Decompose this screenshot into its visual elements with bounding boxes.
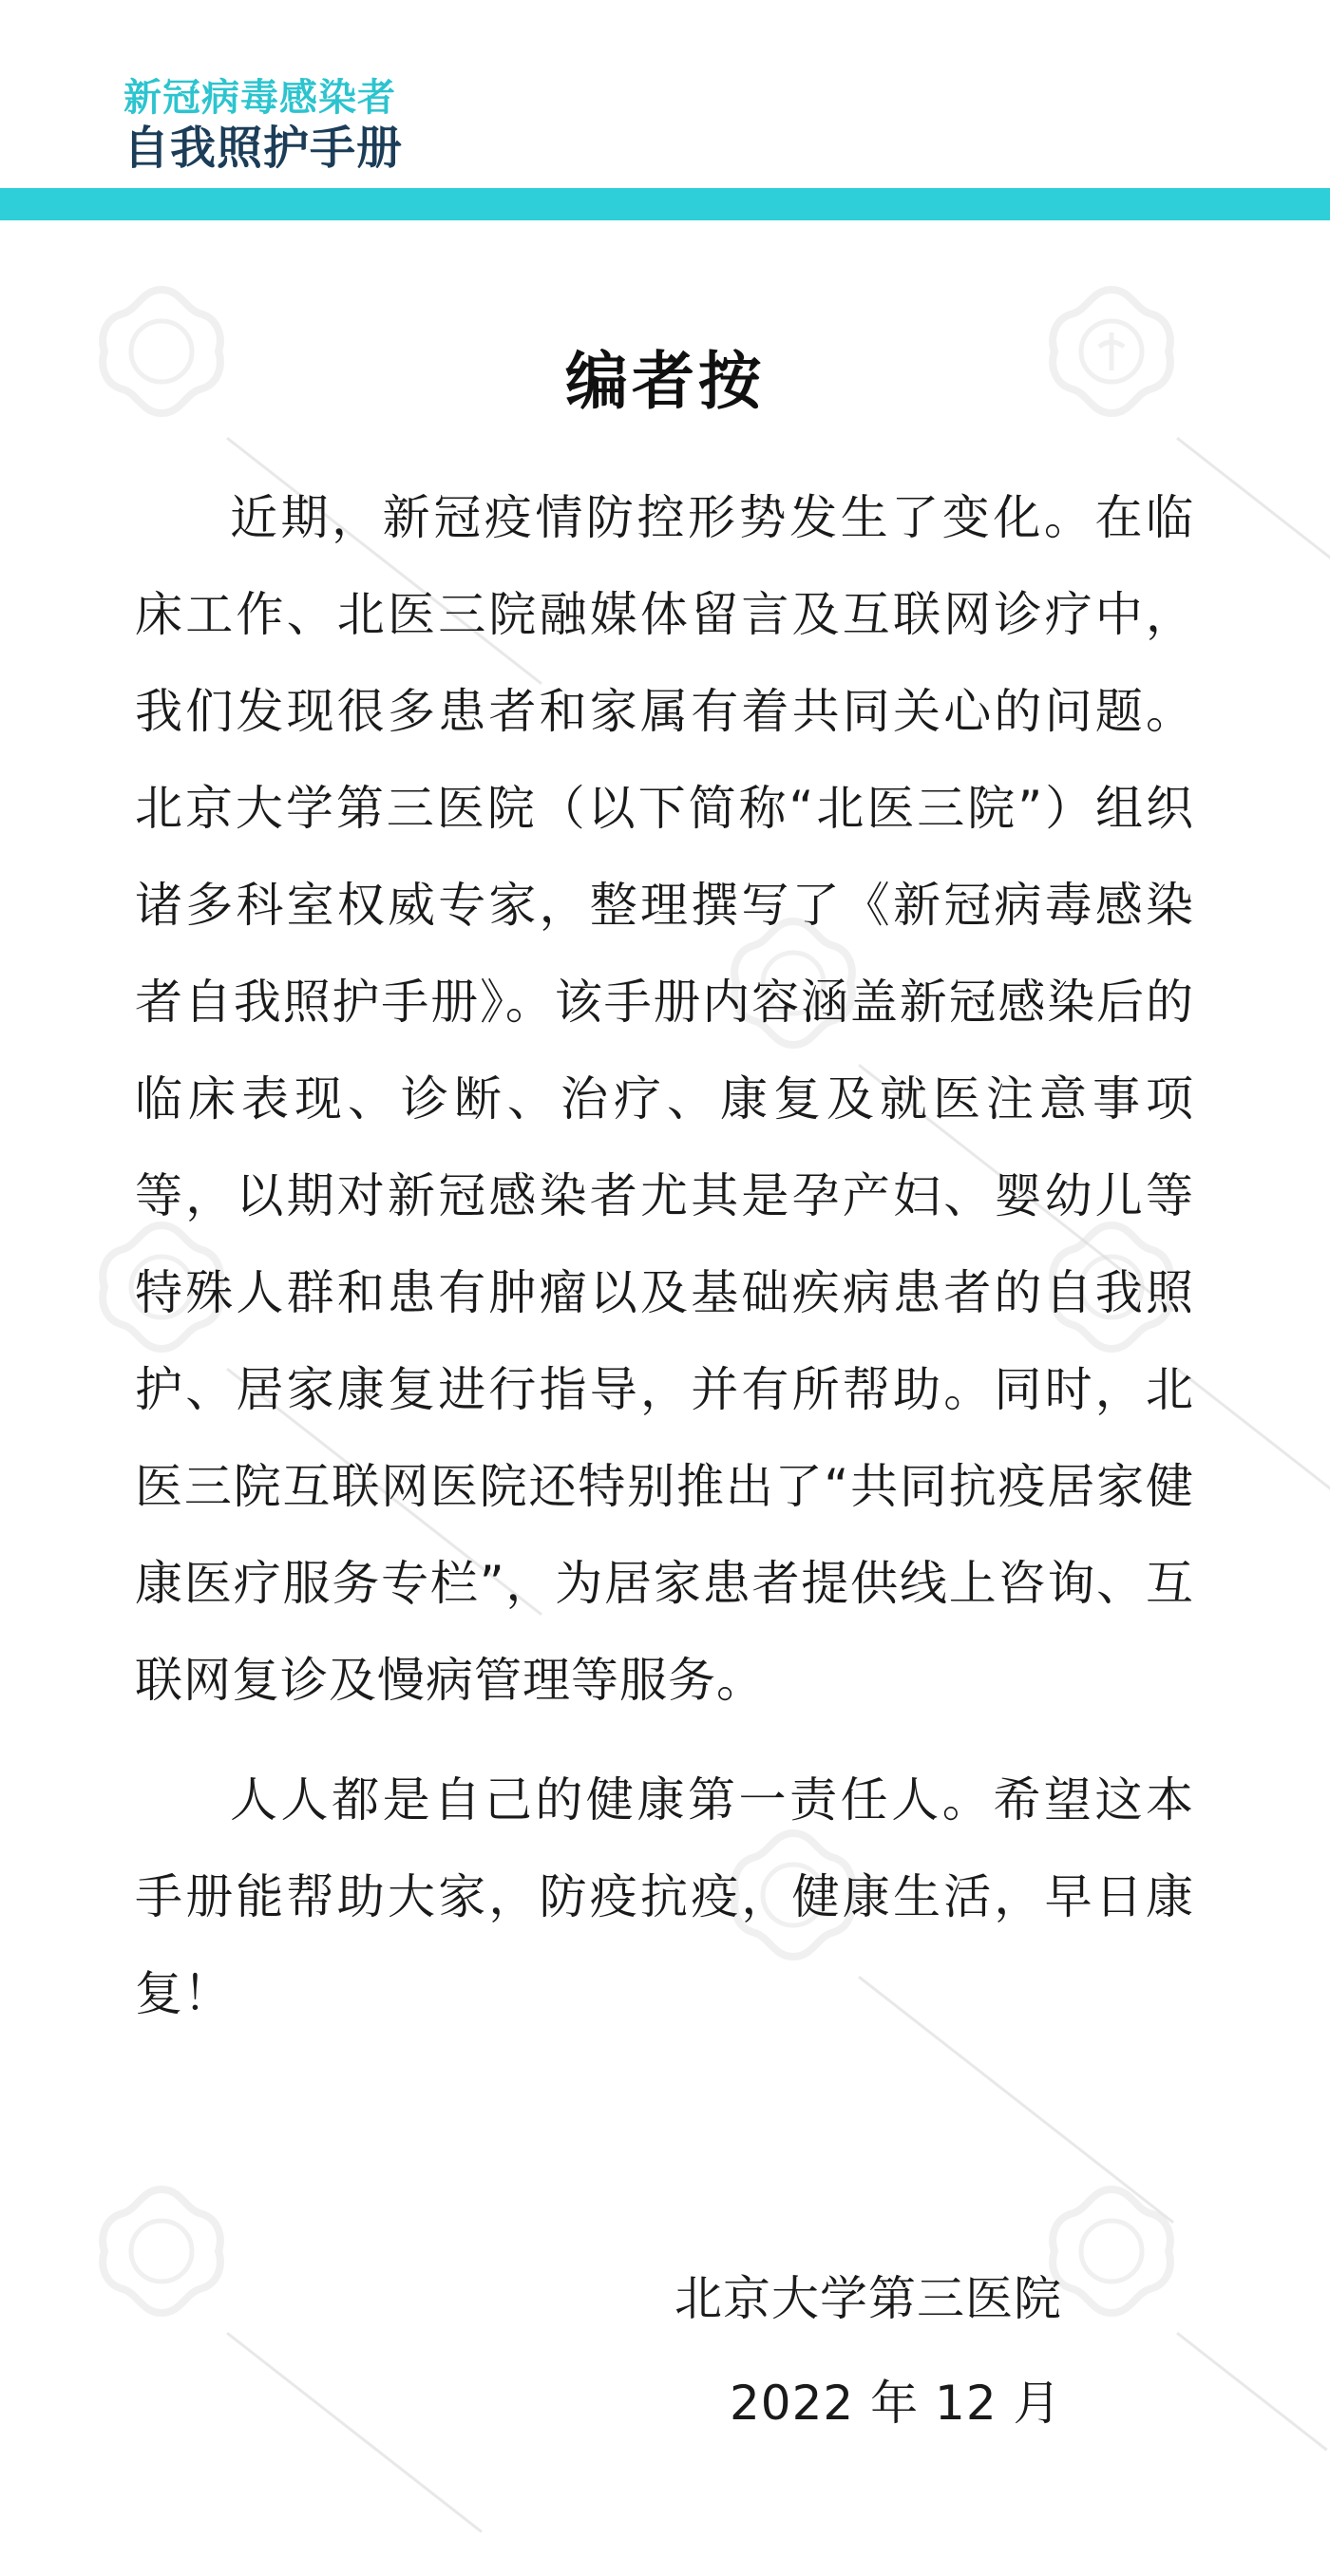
paragraph: 近期，新冠疫情防控形势发生了变化。在临床工作、北医三院融媒体留言及互联网诊疗中，我们发现很多患者和家属有着共同关心的问题。北京大学第三医院（以下简称“北医三院”）组织诸多科室权威专家，整理撰写了《新冠病毒感染者自我照护手册》。该手册内容涵盖新冠感染后的临床表现、诊断、治疗、康复及就医注意事项等，以期对新冠感染者尤其是孕产妇、婴幼儿等特殊人群和患有肿瘤以及基础疾病患者的自我照护、居家康复进行指导，并有所帮助。同时，北医三院互联网医院还特别推出了“共同抗疫居家健康医疗服务专栏”，为居家患者提供线上咨询、互联网复诊及慢病管理等服务。 xyxy=(135,490,1194,1708)
header-title-line2: 自我照护手册 xyxy=(124,122,404,175)
watermark-line xyxy=(1176,1368,1330,1499)
watermark-line xyxy=(1176,437,1330,568)
page-header xyxy=(0,0,1330,220)
signature-date: 2022 年 12 月 xyxy=(730,2376,1062,2431)
body-text xyxy=(135,469,1194,2042)
header-accent-band xyxy=(0,188,1330,220)
signature-organization: 北京大学第三医院 xyxy=(674,2271,1062,2326)
paragraph: 人人都是自己的健康第一责任人。希望这本手册能帮助大家，防疫抗疫，健康生活，早日康复！ xyxy=(135,1772,1194,2021)
page-heading: 编者按 xyxy=(565,345,765,418)
header-title-line1: 新冠病毒感染者 xyxy=(124,76,396,120)
